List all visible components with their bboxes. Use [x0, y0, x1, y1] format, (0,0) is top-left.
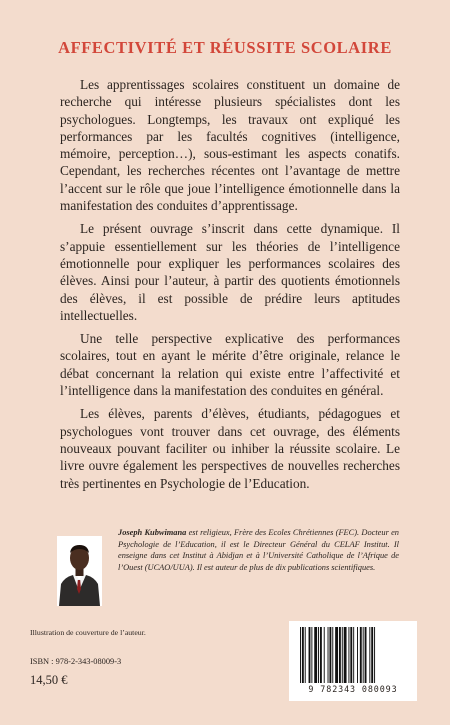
paragraph: Le présent ouvrage s’inscrit dans cette dynamique. Il s’appuie essentiellement sur les théories de l’intelligence émotionnelle pour expliquer les performances scolaires des élèves. Ainsi pour l’auteur, à partir des quotients émotionnels des élèves, il est possible de prédire leurs aptitudes intellectuelles. — [60, 221, 400, 323]
author-bio-text: est religieux, Frère des Ecoles Chrétiennes (FEC). Docteur en Psychologie de l’Education, il est le Directeur Général du CELAF Institut. Il enseigne dans cet Institut à Abidjan et à l’Université Catholique de l’Afrique de l’Ouest (UCAO/UUA). Il est auteur de plus de dix publications scientifiques. — [118, 528, 399, 572]
barcode-number: 9 782343 080093 — [308, 684, 398, 694]
barcode — [289, 621, 417, 701]
isbn: ISBN : 978-2-343-08009-3 — [30, 657, 122, 666]
author-name: Joseph Kubwimana — [118, 528, 187, 537]
barcode-bars — [298, 627, 408, 683]
price: 14,50 € — [30, 673, 68, 687]
back-cover-text — [60, 76, 400, 498]
book-title: AFFECTIVITÉ ET RÉUSSITE SCOLAIRE — [58, 38, 392, 57]
cover-credit: Illustration de couverture de l’auteur. — [30, 628, 146, 637]
author-bio — [118, 527, 399, 573]
author-photo — [57, 536, 102, 606]
paragraph: Les élèves, parents d’élèves, étudiants, pédagogues et psychologues vont trouver dans cet ouvrage, des éléments nouveaux pouvant faciliter ou inhiber la réussite scolaire. Le livre ouvre également les perspectives de nouvelles recherches très pertinentes en Psychologie de l’Education. — [60, 406, 400, 491]
paragraph: Les apprentissages scolaires constituent un domaine de recherche qui intéresse plusieurs spécialistes dont les psychologues. Longtemps, les travaux ont expliqué les performances par les facultés cognitives (intelligence, mémoire, perception…), sous-estimant les aspects conatifs. Cependant, les recherches récentes ont l’avantage de mettre l’accent sur le rôle que joue l’intelligence émotionnelle dans la manifestation des conduites d’apprentissage. — [60, 77, 400, 214]
paragraph: Une telle perspective explicative des performances scolaires, tout en ayant le mérite d’être originale, relance le débat concernant la relation qui existe entre l’affectivité et l’intelligence dans la manifestation des conduites en général. — [60, 331, 400, 399]
